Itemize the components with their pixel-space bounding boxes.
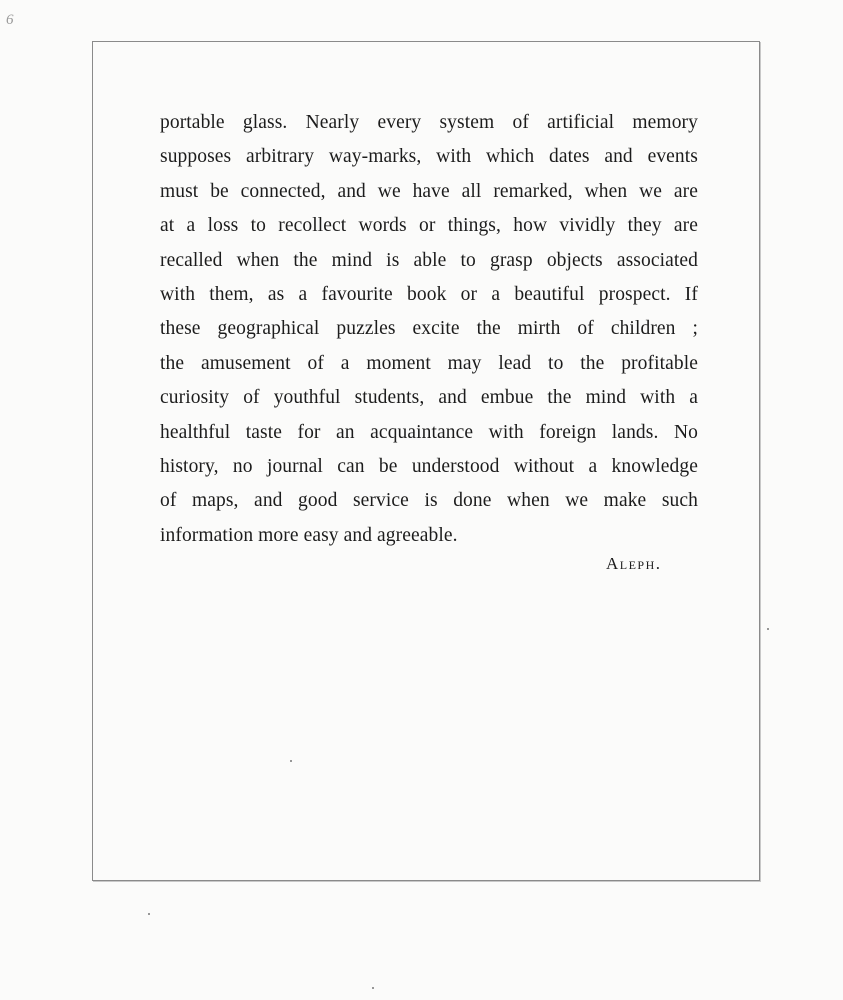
paper-speck <box>767 628 769 630</box>
text-line: with them, as a favourite book or a beautiful prospect. If <box>160 283 698 305</box>
text-line: at a loss to recollect words or things, how vividly they are <box>160 215 698 237</box>
text-line: information more easy and agreeable. <box>160 524 458 546</box>
paper-speck <box>290 760 292 762</box>
text-line: must be connected, and we have all remarked, when we are <box>160 180 698 202</box>
body-text <box>160 106 698 553</box>
text-line: these geographical puzzles excite the mirth of children ; <box>160 318 698 340</box>
text-line: of maps, and good service is done when we make such <box>160 490 698 512</box>
text-line: healthful taste for an acquaintance with foreign lands. No <box>160 421 698 443</box>
page-number: 6 <box>6 12 14 28</box>
text-line: supposes arbitrary way-marks, with which dates and events <box>160 146 698 168</box>
author-signature: Aleph. <box>606 554 662 573</box>
text-line: the amusement of a moment may lead to the profitable <box>160 352 698 374</box>
paper-speck <box>148 913 150 915</box>
text-line: history, no journal can be understood without a knowledge <box>160 455 698 477</box>
paper-speck <box>372 987 374 989</box>
text-line: recalled when the mind is able to grasp objects associated <box>160 249 698 271</box>
text-line: portable glass. Nearly every system of artificial memory <box>160 112 698 133</box>
text-line: curiosity of youthful students, and embue the mind with a <box>160 387 698 409</box>
